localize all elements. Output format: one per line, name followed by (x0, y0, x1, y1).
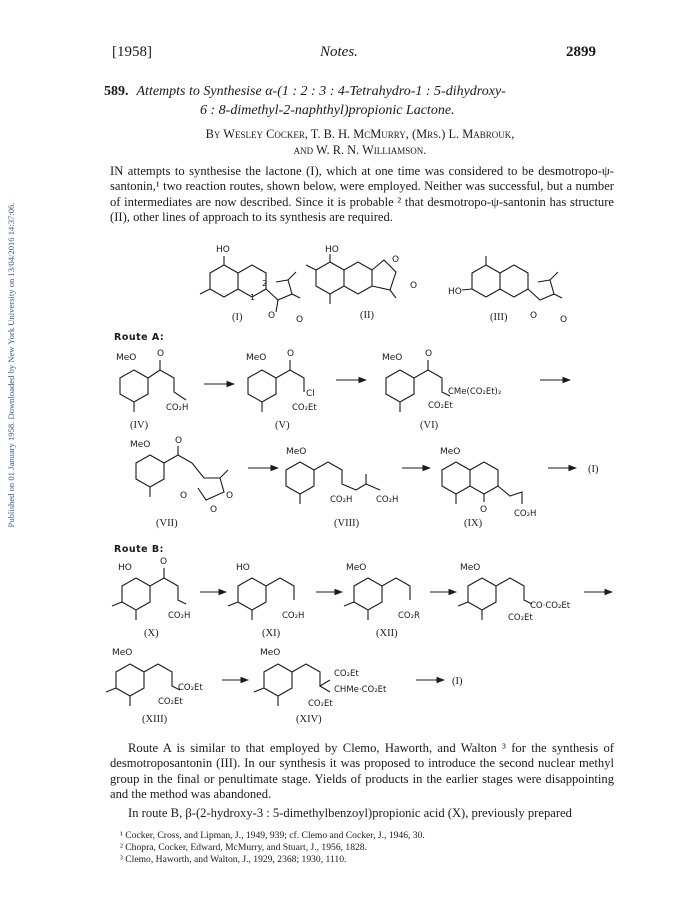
meo-label: MeO (112, 648, 133, 658)
authors-line-2: and W. R. N. Williamson. (293, 143, 427, 157)
body-paragraph-1: Route A is similar to that employed by Clemo, Haworth, and Walton ³ for the synthesis of desmotroposantonin (III). In our synthesis it was proposed to introduce the second nuclear methyl group in the final or penultimate stage. Yields of products in the earlier stages were disappointing and the method was abandoned. (110, 741, 614, 802)
header-page-number: 2899 (566, 44, 596, 60)
compound-label: (II) (360, 310, 374, 321)
header-year: [1958] (112, 44, 152, 60)
title-line-2: 6 : 8-dimethyl-2-naphthyl)propionic Lactone. (200, 103, 455, 118)
co2et-label: CO₂Et (334, 669, 359, 679)
meo-label: MeO (286, 447, 307, 457)
title-line-1: Attempts to Synthesise α-(1 : 2 : 3 : 4-Tetrahydro-1 : 5-dihydroxy- (136, 84, 506, 99)
route-b-label: Route B: (114, 544, 164, 555)
co2h-label: CO₂H (514, 509, 537, 519)
carbonyl-oxygen: O (175, 436, 183, 446)
compound-label: (XII) (376, 628, 398, 639)
co2h-label: CO₂H (376, 495, 399, 505)
compound-label: (VII) (156, 518, 178, 529)
meo-label: MeO (460, 563, 481, 573)
co2r-label: CO₂R (398, 611, 420, 621)
compound-label: (I) (232, 312, 243, 323)
compound-label: (IV) (130, 420, 149, 431)
product-ref-I: (I) (588, 464, 599, 475)
ho-label: HO (118, 563, 132, 573)
download-watermark-text: Published on 01 January 1958. Downloaded by New York University on 13/04/2016 14:37:06. (6, 202, 16, 528)
ring-oxygen: O (392, 255, 400, 265)
meo-label: MeO (260, 648, 281, 658)
coco2et-label: CO·CO₂Et (530, 601, 571, 611)
carbonyl-oxygen: O (226, 491, 234, 501)
compound-II-structure (306, 254, 396, 304)
footnote: ³ Clemo, Haworth, and Walton, J., 1929, 2368; 1930, 1110. (120, 854, 347, 865)
ho-label: HO (325, 245, 339, 255)
compound-label: (V) (275, 420, 290, 431)
co2et-label: CO₂Et (428, 401, 453, 411)
co2et-label: CO₂Et (308, 699, 333, 709)
carbonyl-oxygen: O (296, 315, 304, 325)
carbonyl-oxygen: O (160, 557, 168, 567)
ho-label: HO (236, 563, 250, 573)
compound-label: (VI) (420, 420, 439, 431)
compound-label: (XI) (262, 628, 281, 639)
numbering-1: 1 (250, 293, 256, 302)
compound-III-structure (462, 256, 562, 300)
compound-label: (III) (490, 312, 508, 323)
co2et-label: CO₂Et (508, 613, 533, 623)
co2et-label: CO₂Et (158, 697, 183, 707)
compound-label: (XIII) (142, 714, 168, 725)
co2h-label: CO₂H (166, 403, 189, 413)
route-a-label: Route A: (114, 332, 165, 343)
compound-label: (VIII) (334, 518, 360, 529)
compound-IX-structure (442, 462, 522, 504)
header-section: Notes. (320, 44, 358, 60)
carbonyl-oxygen: O (480, 505, 488, 515)
meo-label: MeO (116, 353, 137, 363)
compound-label: (IX) (464, 518, 483, 529)
carbonyl-oxygen: O (180, 491, 188, 501)
intro-paragraph: IN attempts to synthesise the lactone (I), which at one time was considered to be desmotropo-ψ-santonin,¹ two reaction routes, shown below, were employed. Neither was successful, but a number of intermediates are now described. Since it is probable ² that desmotropo-ψ-santonin has structure (II), other lines of approach to its synthesis are required. (110, 164, 614, 225)
carbonyl-oxygen: O (287, 349, 295, 359)
ring-oxygen: O (268, 311, 276, 321)
co2et-label: CO₂Et (178, 683, 203, 693)
article-number: 589. (104, 84, 129, 99)
carbonyl-oxygen: O (425, 349, 433, 359)
ring-oxygen: O (210, 505, 218, 515)
compound-label: (XIV) (296, 714, 322, 725)
footnote: ² Chopra, Cocker, Edward, McMurry, and Stuart, J., 1956, 1828. (120, 842, 368, 853)
co2h-label: CO₂H (282, 611, 305, 621)
ho-label: HO (216, 245, 230, 255)
meo-label: MeO (382, 353, 403, 363)
compound-I-structure (200, 256, 300, 312)
co2h-label: CO₂H (330, 495, 353, 505)
meo-label: MeO (440, 447, 461, 457)
cme-label: CMe(CO₂Et)₂ (448, 387, 502, 397)
compound-label: (X) (144, 628, 159, 639)
numbering-2: 2 (262, 279, 268, 288)
carbonyl-oxygen: O (157, 349, 165, 359)
carbonyl-oxygen: O (560, 315, 568, 325)
meo-label: MeO (246, 353, 267, 363)
ho-label: HO (448, 287, 462, 297)
co2et-label: CO₂Et (292, 403, 317, 413)
carbonyl-oxygen: O (410, 281, 418, 291)
product-ref-I: (I) (452, 676, 463, 687)
body-paragraph-2: In route B, β-(2-hydroxy-3 : 5-dimethylbenzoyl)propionic acid (X), previously prepared (128, 806, 572, 820)
chme-label: CHMe·CO₂Et (334, 685, 387, 695)
meo-label: MeO (130, 440, 151, 450)
co2h-label: CO₂H (168, 611, 191, 621)
ring-oxygen: O (530, 311, 538, 321)
authors-line-1: By Wesley Cocker, T. B. H. McMurry, (Mrs.) L. Mabrouk, (205, 127, 515, 141)
cl-label: Cl (306, 389, 315, 399)
footnote: ¹ Cocker, Cross, and Lipman, J., 1949, 939; cf. Clemo and Cocker, J., 1946, 30. (120, 830, 425, 841)
meo-label: MeO (346, 563, 367, 573)
